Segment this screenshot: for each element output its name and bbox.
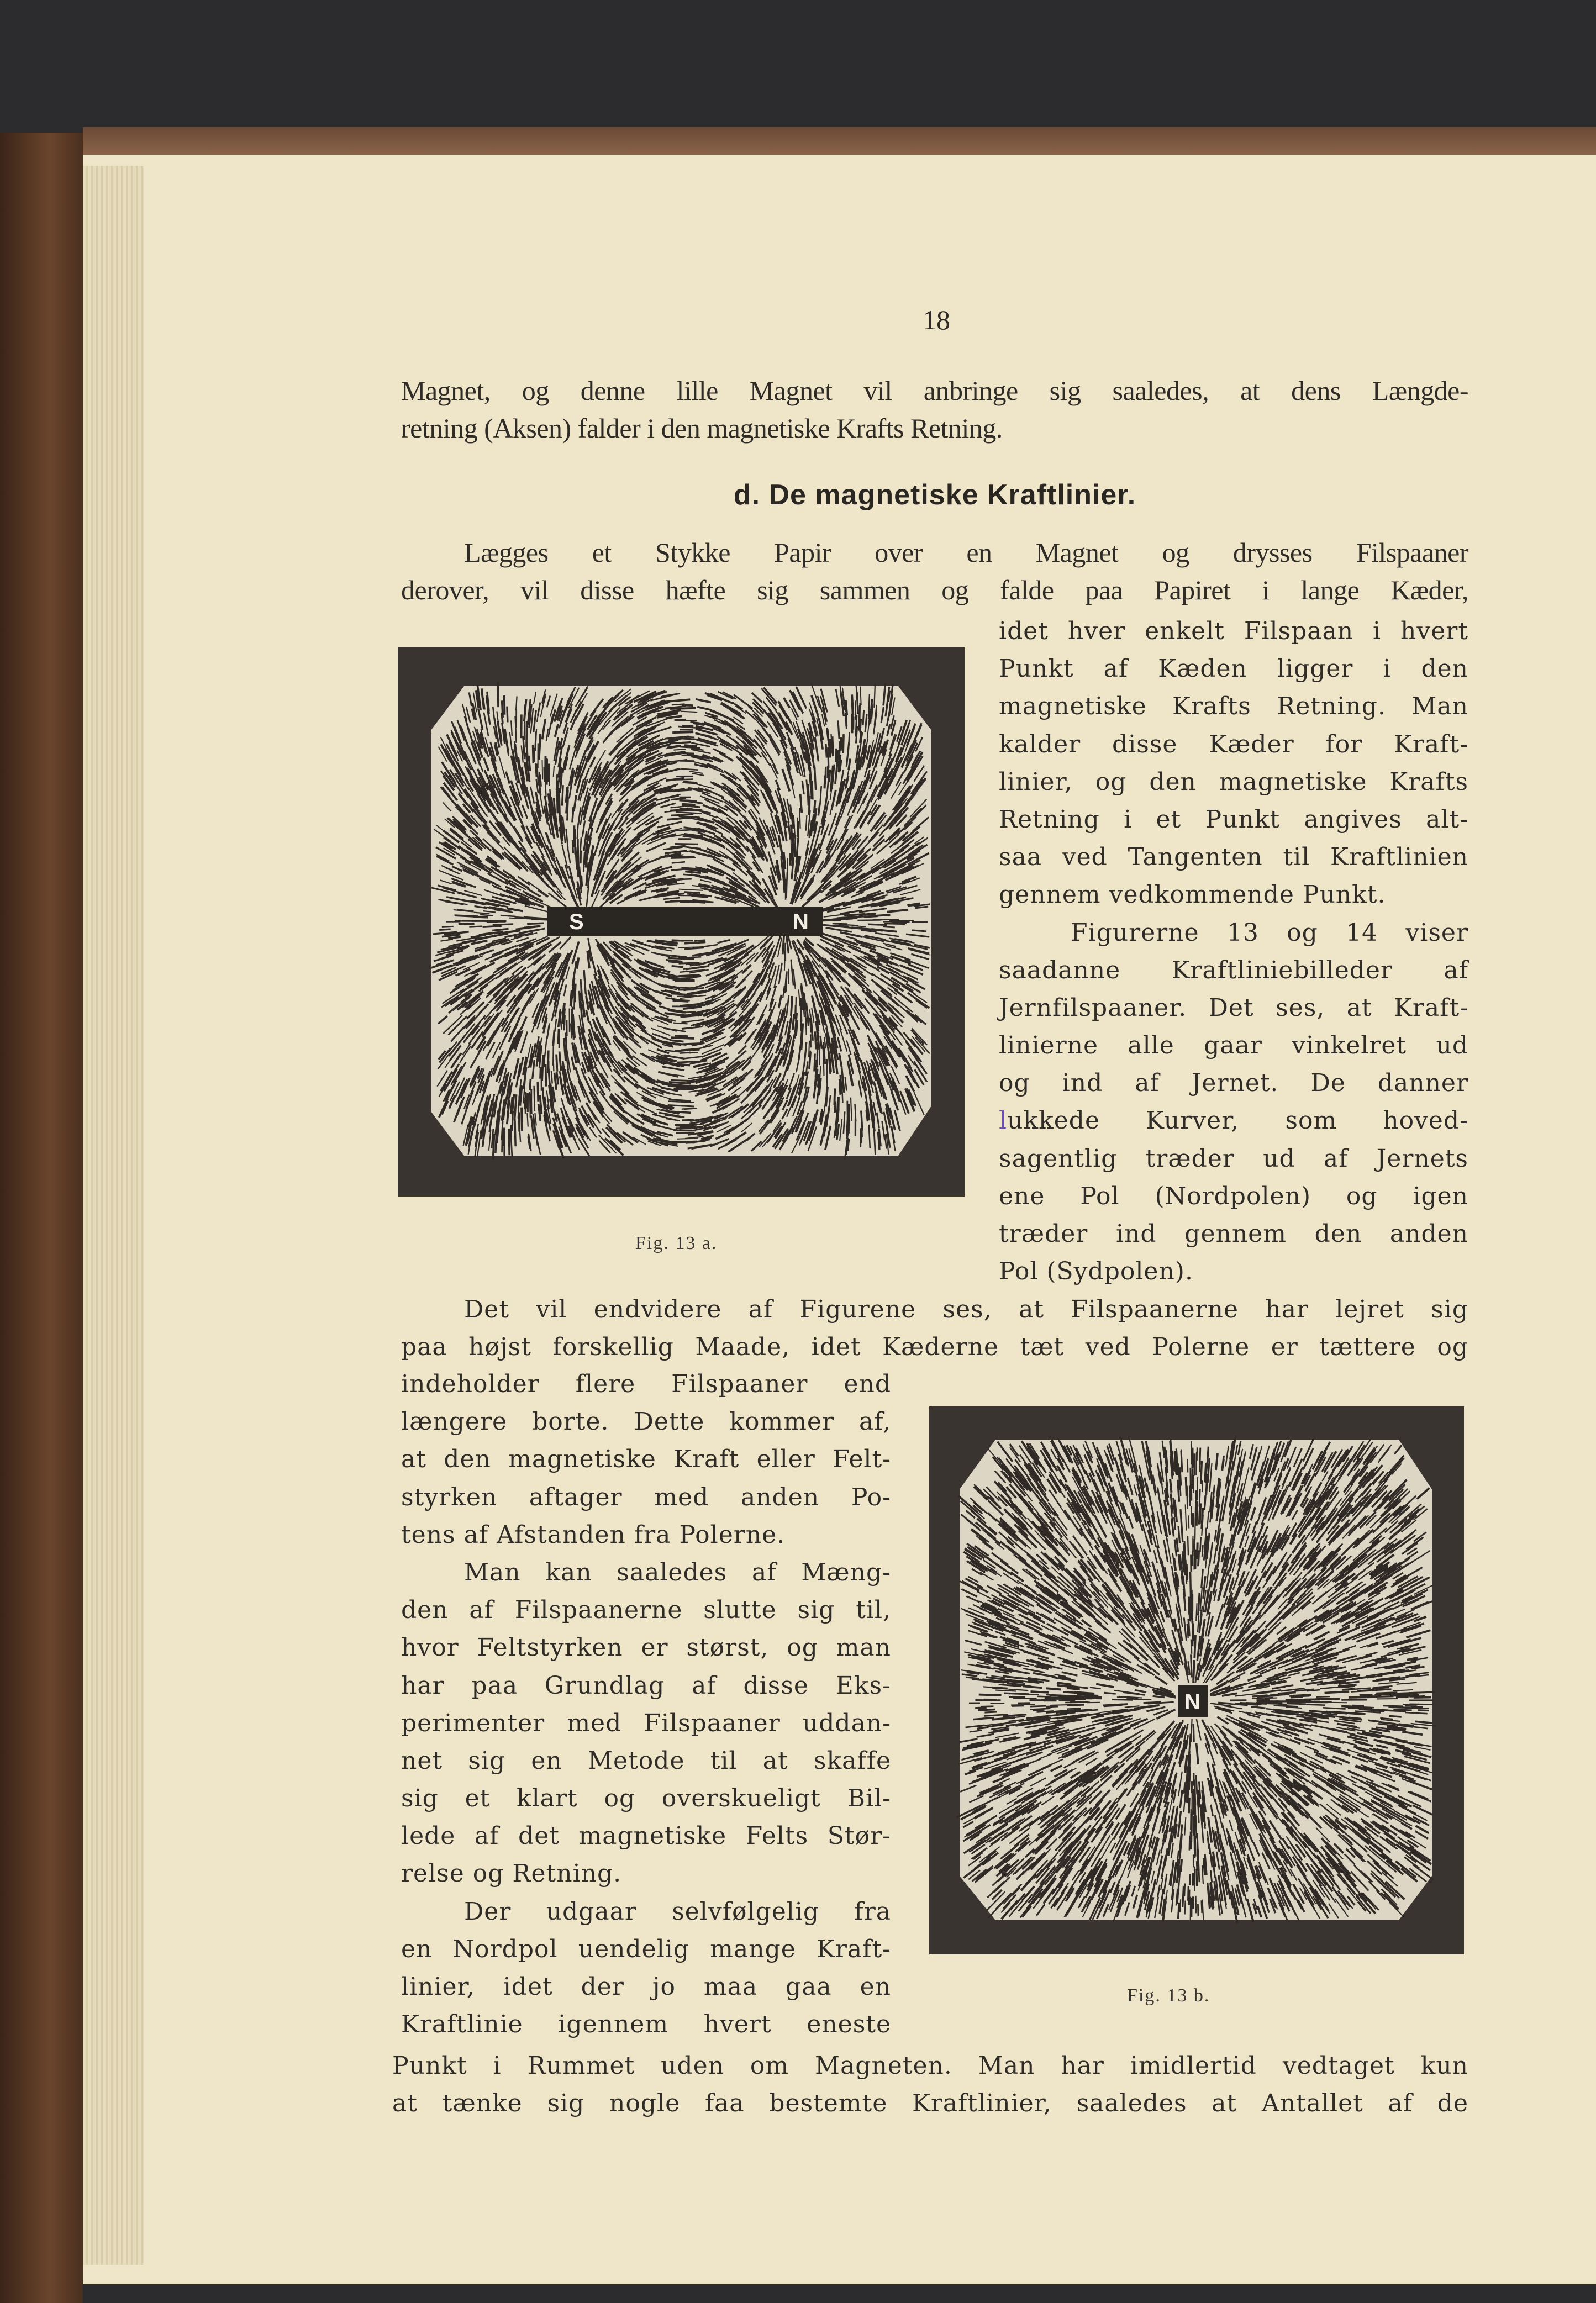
filing-mark — [816, 1060, 817, 1078]
filing-mark — [791, 996, 792, 1016]
filing-mark — [493, 1134, 494, 1160]
text-line: sig et klart og overskueligt Bil- — [401, 1784, 891, 1813]
filing-mark — [830, 739, 831, 754]
text-line: idet hver enkelt Filspaan i hvert — [999, 617, 1468, 645]
text-line: gennem vedkommende Punkt. — [999, 881, 1386, 909]
filing-mark — [483, 926, 502, 927]
text-line: kalder disse Kæder for Kraft- — [999, 730, 1468, 758]
filing-mark — [1191, 1640, 1192, 1654]
text-line: Pol (Sydpolen). — [999, 1257, 1193, 1286]
figure-13a-caption: Fig. 13 a. — [635, 1233, 718, 1253]
filing-mark — [671, 814, 693, 815]
filing-mark — [673, 1000, 689, 1002]
filing-mark — [507, 707, 508, 723]
filing-mark — [572, 840, 573, 853]
filing-mark — [676, 720, 697, 721]
filing-mark — [540, 1067, 541, 1078]
page-number: 18 — [923, 304, 950, 335]
filing-mark — [520, 1087, 522, 1106]
filing-mark — [815, 1031, 816, 1049]
filing-mark — [834, 1088, 835, 1105]
text-line: Retning i et Punkt angives alt- — [999, 805, 1468, 834]
figure-13a-bar-magnet-field — [398, 647, 965, 1197]
filing-mark — [791, 825, 792, 841]
intro-paragraph — [401, 372, 1468, 447]
filing-mark — [868, 924, 887, 925]
filing-mark — [800, 794, 802, 813]
text-line: hvor Feltstyrken er størst, og man — [401, 1633, 891, 1662]
filing-mark — [795, 1005, 796, 1019]
text-line: linierne alle gaar vinkelret ud — [999, 1031, 1468, 1060]
filing-mark — [539, 734, 541, 760]
filing-mark — [1368, 1720, 1379, 1721]
text-line: Jernfilspaaner. Det ses, at Kraft- — [999, 993, 1468, 1022]
filing-mark — [549, 765, 550, 786]
filing-mark — [525, 1092, 526, 1104]
filing-mark — [680, 800, 697, 802]
filing-mark — [1183, 1886, 1184, 1907]
filing-mark — [1013, 1698, 1037, 1699]
left-column-text — [401, 1366, 891, 2043]
text-line: magnetiske Krafts Retning. Man — [999, 692, 1468, 721]
text-line: retning (Aksen) falder i den magnetiske Krafts Retning. — [401, 413, 1003, 444]
filing-mark — [439, 929, 450, 930]
filing-mark — [516, 697, 517, 710]
filing-mark — [826, 744, 827, 758]
text-line: Det vil endvidere af Figurene ses, at Filspaanerne har lejret sig — [464, 1295, 1468, 1324]
filing-mark — [1195, 1550, 1196, 1569]
text-line: linier, idet der jo maa gaa en — [401, 1973, 891, 2001]
filing-mark — [540, 774, 541, 786]
filing-mark — [814, 1054, 815, 1072]
filing-mark — [512, 1111, 513, 1131]
filing-mark — [859, 705, 860, 730]
filing-mark — [544, 767, 545, 782]
filing-mark — [1376, 1693, 1397, 1694]
text-line: lukkede Kurver, som hoved- — [999, 1106, 1468, 1135]
filing-mark — [783, 934, 784, 954]
text-line: at den magnetiske Kraft eller Felt- — [401, 1445, 891, 1474]
filing-mark — [811, 778, 812, 799]
filing-mark — [581, 837, 582, 851]
filing-mark — [838, 720, 839, 739]
filing-mark — [863, 710, 864, 725]
filing-mark — [556, 1055, 557, 1072]
book-cover-spine — [0, 133, 83, 2303]
filing-mark — [673, 779, 693, 780]
filing-mark — [855, 1104, 856, 1121]
filing-mark — [671, 810, 697, 811]
filing-mark — [542, 1055, 543, 1081]
filing-mark — [537, 763, 538, 775]
filing-mark — [675, 1050, 699, 1051]
filing-mark — [672, 856, 695, 857]
filing-mark — [1180, 1899, 1181, 1912]
filing-mark — [551, 1071, 552, 1084]
text-line: relse og Retning. — [401, 1859, 622, 1888]
filing-mark — [912, 930, 926, 931]
filing-mark — [1201, 1461, 1202, 1484]
filing-mark — [860, 719, 861, 732]
text-line: sagentlig træder ud af Jernets — [999, 1144, 1468, 1173]
text-line: Figurerne 13 og 14 viser — [1071, 918, 1468, 947]
filing-mark — [682, 804, 695, 805]
filing-mark — [820, 1036, 821, 1049]
text-line: Punkt i Rummet uden om Magneten. Man har imidlertid vedtaget kun — [392, 2052, 1468, 2080]
filing-mark — [833, 767, 834, 782]
filing-mark — [577, 861, 578, 877]
text-line: Der udgaar selvfølgelig fra — [464, 1897, 891, 1926]
filing-mark — [808, 784, 809, 797]
filing-mark — [557, 787, 558, 814]
filing-mark — [682, 1012, 696, 1013]
filing-mark — [527, 1113, 528, 1127]
filing-mark — [796, 1020, 797, 1036]
filing-mark — [672, 1040, 684, 1041]
page-edges — [83, 166, 144, 2265]
filing-mark — [544, 1055, 545, 1067]
filing-mark — [861, 1111, 862, 1131]
filing-mark — [566, 1032, 567, 1049]
text-line: ene Pol (Nordpolen) og igen — [999, 1182, 1468, 1210]
filing-mark — [814, 800, 815, 813]
filing-mark — [534, 1086, 535, 1111]
filing-mark — [684, 892, 700, 893]
text-line: Kraftlinie igennem hvert eneste — [401, 2010, 891, 2039]
text-line: derover, vil disse hæfte sig sammen og falde paa Papiret i lange Kæder, — [401, 575, 1468, 606]
filing-mark — [694, 940, 705, 941]
text-line: tens af Afstanden fra Polerne. — [401, 1520, 786, 1549]
text-line: en Nordpol uendelig mange Kraft- — [401, 1935, 891, 1963]
filing-mark — [546, 758, 547, 782]
south-pole-label: S — [569, 910, 584, 934]
filing-mark — [526, 721, 527, 747]
filing-mark — [672, 940, 684, 941]
filing-mark — [671, 1080, 694, 1081]
filing-mark — [793, 1014, 794, 1030]
filing-mark — [1033, 1710, 1045, 1711]
text-line: linier, og den magnetiske Krafts — [999, 767, 1468, 796]
filing-mark — [852, 694, 853, 715]
filing-mark — [564, 1009, 565, 1023]
filing-mark — [524, 716, 525, 740]
filing-mark — [860, 687, 861, 705]
filing-mark — [829, 770, 830, 782]
filing-mark — [809, 796, 810, 815]
paragraph-1 — [401, 534, 1468, 609]
filing-mark — [682, 705, 693, 706]
filing-mark — [673, 749, 686, 750]
text-line: net sig en Metode til at skaffe — [401, 1746, 891, 1775]
section-heading: d. De magnetiske Kraftlinier. — [733, 479, 1136, 511]
filing-mark — [671, 1037, 694, 1039]
text-line: at tænke sig nogle faa bestemte Kraftlinier, saaledes at Antallet af de — [392, 2089, 1468, 2118]
text-line: Punkt af Kæden ligger i den — [999, 655, 1468, 683]
filing-mark — [469, 926, 482, 927]
text-line: træder ind gennem den anden — [999, 1220, 1468, 1248]
text-line: paa højst forskellig Maade, idet Kæderne tæt ved Polerne er tættere og — [401, 1333, 1468, 1362]
closing-paragraph — [392, 2047, 1468, 2122]
filing-mark — [675, 844, 698, 845]
filing-mark — [502, 1131, 503, 1152]
filing-mark — [527, 923, 544, 924]
filing-mark — [826, 1059, 827, 1083]
filing-mark — [840, 1075, 841, 1094]
figure-13b-pole-field — [929, 1406, 1464, 1954]
filing-mark — [673, 980, 695, 981]
filing-mark — [857, 692, 858, 714]
text-line: længere borte. Dette kommer af, — [401, 1408, 891, 1436]
filing-mark — [855, 700, 856, 720]
filing-mark — [455, 915, 478, 916]
text-line: har paa Grundlag af disse Eks- — [401, 1671, 891, 1700]
text-line: Magnet, og denne lille Magnet vil anbringe sig saaledes, at dens Længde- — [401, 375, 1468, 406]
filing-mark — [493, 924, 513, 925]
filing-mark — [502, 700, 503, 718]
text-line: og ind af Jernet. De danner — [999, 1069, 1468, 1098]
filing-mark — [1342, 1689, 1355, 1690]
text-line: perimenter med Filspaaner uddan- — [401, 1709, 891, 1737]
text-line: Lægges et Stykke Papir over en Magnet og drysses Filspaaner — [464, 537, 1468, 568]
filing-mark — [874, 683, 875, 708]
filing-mark — [684, 942, 705, 943]
text-line: lede af det magnetiske Felts Stør- — [401, 1822, 891, 1851]
text-line: saadanne Kraftliniebilleder af — [999, 956, 1468, 984]
text-line: saa ved Tangenten til Kraftlinien — [999, 843, 1468, 872]
filing-mark — [571, 1025, 572, 1037]
filing-mark — [846, 700, 847, 715]
filing-mark — [504, 695, 505, 715]
filing-mark — [542, 760, 543, 779]
filing-mark — [563, 823, 564, 834]
north-pole-label: N — [793, 910, 809, 934]
filing-mark — [843, 734, 844, 753]
paragraph-2 — [401, 1291, 1468, 1366]
filing-mark — [534, 748, 535, 762]
filing-mark — [828, 747, 829, 768]
bar-magnet — [547, 907, 823, 936]
right-column-text — [999, 613, 1468, 1290]
filing-mark — [672, 966, 683, 967]
filing-mark — [873, 919, 899, 920]
filing-mark — [799, 808, 800, 829]
filing-mark — [670, 708, 696, 709]
text-line: indeholder flere Filspaaner end — [401, 1370, 891, 1398]
text-line: den af Filspaanerne slutte sig til, — [401, 1596, 891, 1625]
text-line: styrken aftager med anden Po- — [401, 1483, 891, 1511]
book-cover-top-edge — [83, 127, 1596, 155]
filing-mark — [1316, 1696, 1330, 1697]
filing-mark — [442, 926, 454, 927]
filing-mark — [797, 818, 798, 837]
text-line: Man kan saaledes af Mæng- — [464, 1558, 891, 1587]
filing-mark — [581, 876, 582, 887]
filing-mark — [553, 1030, 554, 1046]
filing-mark — [562, 785, 563, 805]
